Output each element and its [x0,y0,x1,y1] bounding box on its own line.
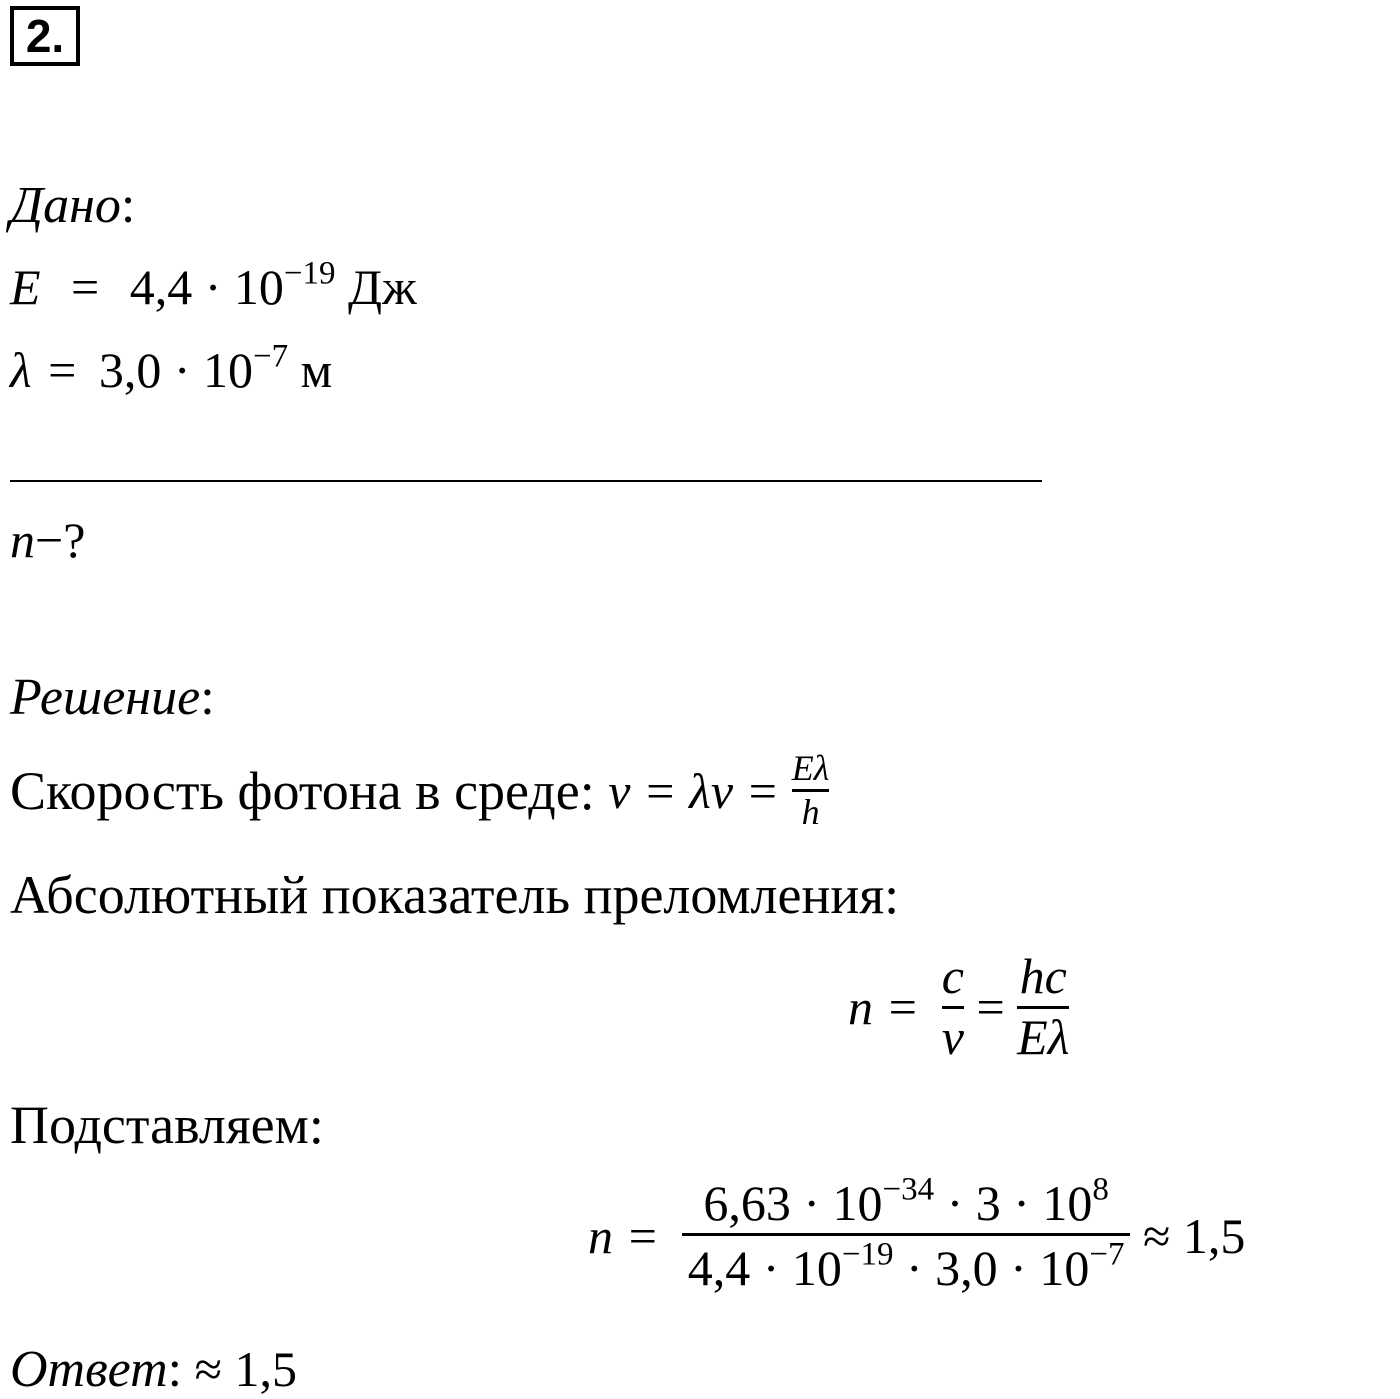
solution-label: Решение [10,669,201,726]
wavelength-unit: м [300,342,333,398]
index-formula [848,948,1069,1066]
calc-num-b-exp: 8 [1092,1171,1109,1208]
calc-den-b: · 3,0 · 10 [893,1239,1090,1296]
index-fraction-1-den: v [942,1006,964,1067]
substitute-text: Подставляем: [10,1095,324,1155]
index-fraction-2-den: Eλ [1017,1006,1069,1067]
calc-result: ≈ 1,5 [1130,1208,1246,1264]
calc-denominator [682,1233,1131,1298]
energy-exp: −19 [283,255,336,292]
problem-number: 2. [10,6,80,66]
speed-line [10,748,829,834]
calc-numerator [682,1171,1131,1233]
index-fraction-2-num: hc [1019,948,1067,1004]
index-fraction-1-num: c [941,948,964,1004]
speed-text: Скорость фотона в среде: [10,760,609,821]
energy-mantissa: 4,4 · 10 [129,259,284,315]
speed-fraction-den: h [792,789,830,833]
calc-lhs: n = [588,1208,672,1264]
index-formula-lhs: n = [848,979,932,1035]
speed-fraction [792,748,830,834]
wavelength-mantissa: 3,0 · 10 [98,342,254,398]
calc-formula [588,1171,1246,1297]
calc-den-a: 4,4 · 10 [687,1239,842,1296]
index-formula-eq: = [963,979,1018,1035]
speed-fraction-num: Eλ [791,748,830,788]
calc-den-b-exp: −7 [1089,1236,1125,1273]
solution-colon: : [200,669,215,726]
energy-eq: = [71,259,100,315]
index-fraction-1 [942,948,964,1066]
answer-line [10,1341,298,1398]
find-line [10,512,86,568]
speed-formula-lhs: v = λν = [608,762,792,819]
wavelength-var: λ [10,342,32,398]
answer-colon: : [167,1341,183,1398]
index-fraction-2 [1017,948,1069,1066]
calc-fraction [682,1171,1131,1297]
given-energy [10,255,417,315]
energy-var: E [10,259,41,315]
answer-label: Ответ [10,1341,168,1398]
given-colon: : [120,177,136,234]
given-label: Дано [10,177,121,234]
calc-num-b: · 3 · 10 [934,1175,1093,1231]
answer-value: ≈ 1,5 [182,1341,298,1397]
solution-heading [10,669,215,726]
energy-unit: Дж [348,259,417,315]
wavelength-eq: = [48,342,77,398]
given-heading [10,177,136,234]
calc-num-a-exp: −34 [882,1171,935,1208]
calc-den-a-exp: −19 [841,1236,894,1273]
given-divider [10,480,1042,482]
find-rest: −? [35,512,86,568]
index-text: Абсолютный показатель преломления: [10,865,900,925]
given-wavelength [10,338,333,398]
find-var: n [10,512,35,568]
wavelength-exp: −7 [253,338,289,375]
calc-num-a: 6,63 · 10 [703,1175,883,1231]
